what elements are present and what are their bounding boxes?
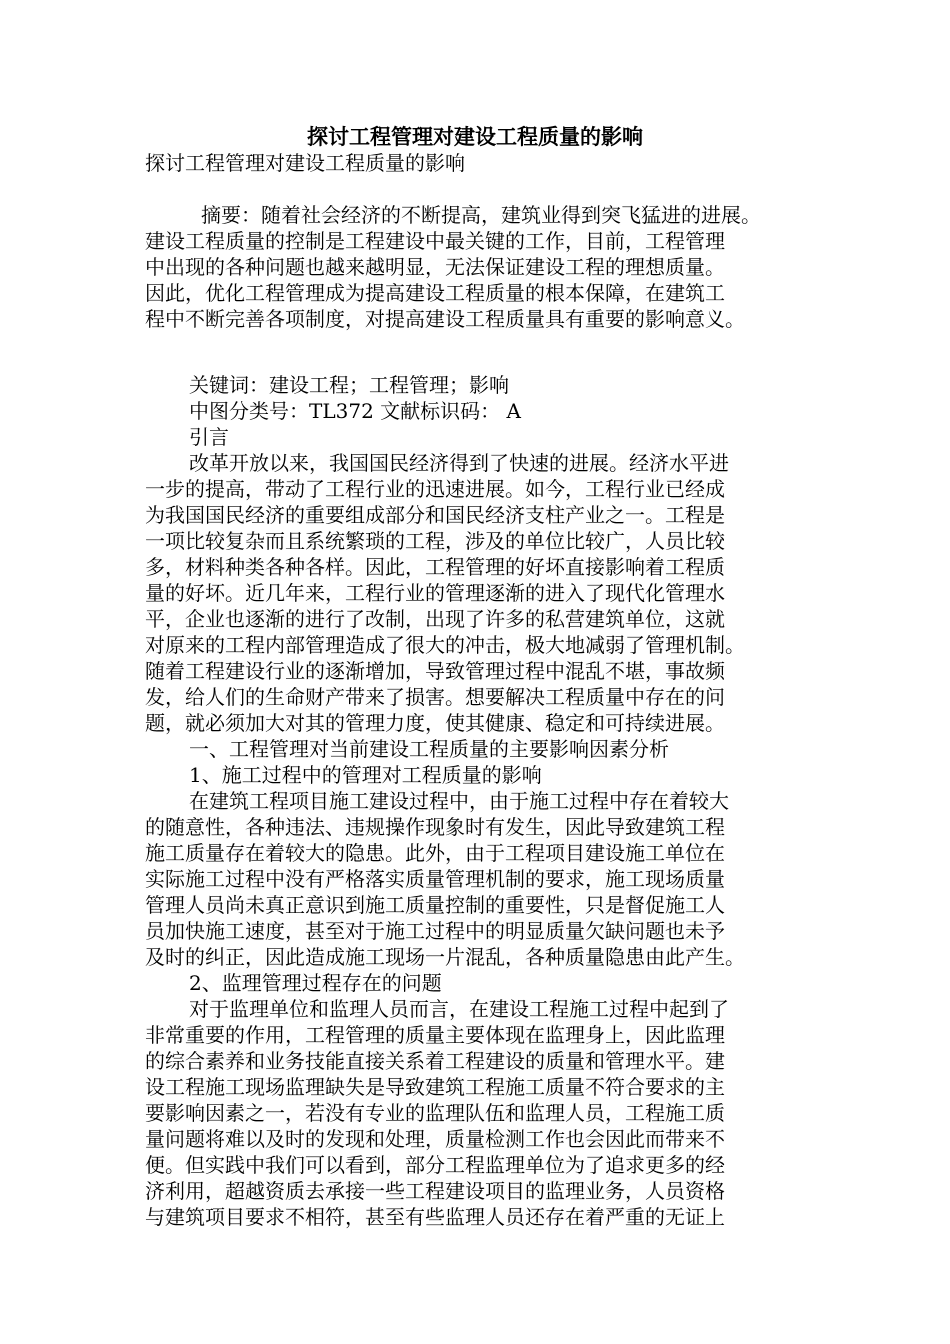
sub2-line: 对于监理单位和监理人员而言，在建设工程施工过程中起到了	[189, 997, 729, 1021]
sub1-line: 的随意性，各种违法、违规操作现象时有发生，因此导致建筑工程	[145, 815, 725, 839]
keywords-line: 关键词：建设工程；工程管理；影响	[189, 373, 509, 397]
section-heading: 一、工程管理对当前建设工程质量的主要影响因素分析	[189, 737, 669, 761]
abstract-line: 因此，优化工程管理成为提高建设工程质量的根本保障，在建筑工	[145, 281, 725, 305]
sub1-line: 员加快施工速度，甚至对于施工过程中的明显质量欠缺问题也未予	[145, 919, 725, 943]
abstract-line: 建设工程质量的控制是工程建设中最关键的工作，目前，工程管理	[145, 229, 725, 253]
sub1-line: 施工质量存在着较大的隐患。此外，由于工程项目建设施工单位在	[145, 841, 725, 865]
intro-line: 发，给人们的生命财产带来了损害。想要解决工程质量中存在的问	[145, 685, 725, 709]
intro-line: 多，材料种类各种各样。因此，工程管理的好坏直接影响着工程质	[145, 555, 725, 579]
intro-paragraph	[145, 450, 815, 970]
intro-line: 对原来的工程内部管理造成了很大的冲击，极大地减弱了管理机制。	[145, 633, 745, 657]
sub1-line: 实际施工过程中没有严格落实质量管理机制的要求，施工现场质量	[145, 867, 725, 891]
abstract-line: 程中不断完善各项制度，对提高建设工程质量具有重要的影响意义。	[145, 307, 745, 331]
sub2-line: 非常重要的作用，工程管理的质量主要体现在监理身上，因此监理	[145, 1023, 725, 1047]
intro-line: 平，企业也逐渐的进行了改制，出现了许多的私营建筑单位，这就	[145, 607, 725, 631]
sub2-line: 与建筑项目要求不相符，甚至有些监理人员还存在着严重的无证上	[145, 1205, 725, 1229]
sub1-line: 及时的纠正，因此造成施工现场一片混乱，各种质量隐患由此产生。	[145, 945, 745, 969]
abstract-line: 中出现的各种问题也越来越明显，无法保证建设工程的理想质量。	[145, 255, 725, 279]
sub2-line: 设工程施工现场监理缺失是导致建筑工程施工质量不符合要求的主	[145, 1075, 725, 1099]
intro-line: 为我国国民经济的重要组成部分和国民经济支柱产业之一。工程是	[145, 503, 725, 527]
sub1-line: 管理人员尚未真正意识到施工质量控制的重要性，只是督促施工人	[145, 893, 725, 917]
intro-line: 一项比较复杂而且系统繁琐的工程，涉及的单位比较广，人员比较	[145, 529, 725, 553]
metadata-block	[145, 372, 815, 450]
sub1-line: 在建筑工程项目施工建设过程中，由于施工过程中存在着较大	[189, 789, 729, 813]
abstract-paragraph	[145, 202, 815, 332]
sub2-line: 量问题将难以及时的发现和处理，质量检测工作也会因此而带来不	[145, 1127, 725, 1151]
intro-line: 题，就必须加大对其的管理力度，使其健康、稳定和可持续进展。	[145, 711, 725, 735]
intro-line: 量的好坏。近几年来，工程行业的管理逐渐的进入了现代化管理水	[145, 581, 725, 605]
intro-line: 随着工程建设行业的逐渐增加，导致管理过程中混乱不堪，事故频	[145, 659, 725, 683]
sub2-line: 便。但实践中我们可以看到，部分工程监理单位为了追求更多的经	[145, 1153, 725, 1177]
abstract-line: 摘要：随着社会经济的不断提高，建筑业得到突飞猛进的进展。	[201, 203, 761, 227]
sub2-line: 要影响因素之一，若没有专业的监理队伍和监理人员，工程施工质	[145, 1101, 725, 1125]
intro-line: 改革开放以来，我国国民经济得到了快速的进展。经济水平进	[189, 451, 729, 475]
document-subtitle: 探讨工程管理对建设工程质量的影响	[145, 151, 465, 175]
sub2-line: 济利用，超越资质去承接一些工程建设项目的监理业务，人员资格	[145, 1179, 725, 1203]
intro-line: 一步的提高，带动了工程行业的迅速进展。如今，工程行业已经成	[145, 477, 725, 501]
sub2-paragraph	[145, 970, 815, 1230]
classification-line: 中图分类号：TL372 文献标识码： A	[189, 399, 521, 423]
subsection-heading: 2、监理管理过程存在的问题	[189, 971, 442, 995]
sub2-line: 的综合素养和业务技能直接关系着工程建设的质量和管理水平。建	[145, 1049, 725, 1073]
document-title: 探讨工程管理对建设工程质量的影响	[307, 124, 643, 149]
intro-heading: 引言	[189, 425, 229, 449]
subsection-heading: 1、施工过程中的管理对工程质量的影响	[189, 763, 542, 787]
